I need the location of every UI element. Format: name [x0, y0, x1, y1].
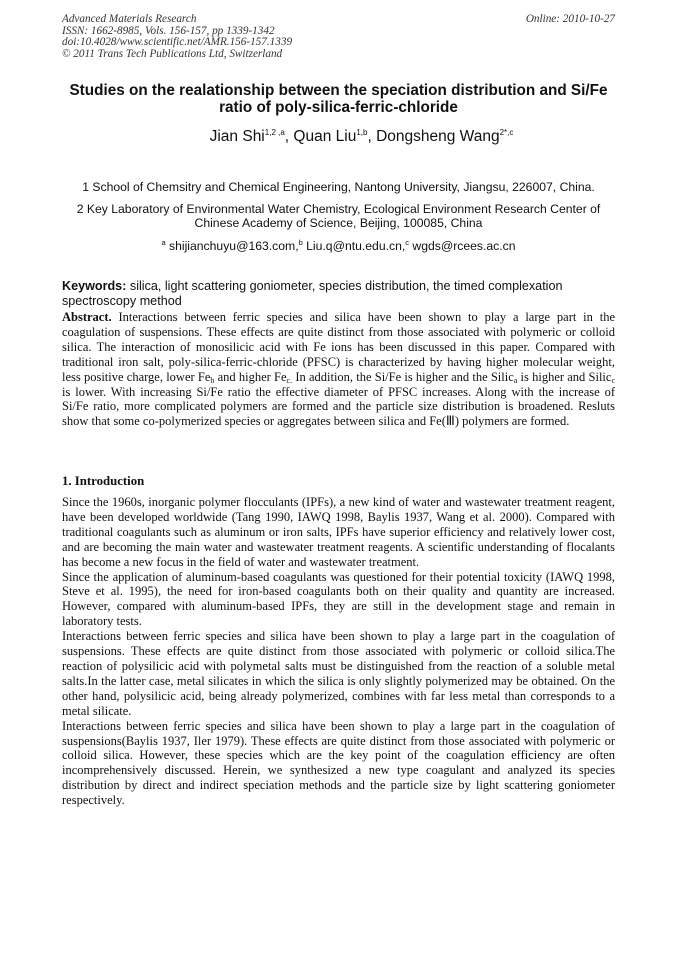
- email-address: Liu.q@ntu.edu.cn,: [306, 239, 406, 253]
- abstract-text: ) polymers are formed.: [454, 414, 570, 429]
- author-affiliation-mark: 2*,c: [499, 128, 514, 137]
- email-address: wgds@rcees.ac.cn: [412, 239, 516, 253]
- affiliation-2-line-1: 2 Key Laboratory of Environmental Water Chemistry, Ecological Environment Research Center of: [76, 202, 601, 216]
- affiliation-2-line-2: Chinese Academy of Science, Beijing, 100085, China: [194, 216, 483, 230]
- author-list: Jian Shi$^{1,2 ,a}$, Quan Liu$^{1,b}$, Dongsheng Wang$^{2*,c}$: [209, 128, 514, 145]
- abstract-text: is lower. With increasing Si/Fe ratio the effective diameter of PFSC increases. Along with the increase of Si/Fe ratio, more complicated polymers are formed and the particle size distribution is broadened. Resluts show that some co-polymerized species or aggregates between silica and Fe(: [62, 384, 615, 429]
- affiliation-1: 1 School of Chemsitry and Chemical Engineering, Nantong University, Jiangsu, 226007, China.: [82, 180, 595, 194]
- paragraph: Since the 1960s, inorganic polymer flocculants (IPFs), a new kind of water and wastewater treatment reagent, have been developed worldwide (Tang 1990, IAWQ 1998, Baylis 1937, Wang et al. 2000). Compared with traditional coagulants such as aluminum or iron salts, IPFs have superior efficiency and relatively lower cost, and are becoming the main water and wastewater treatment reagents. A scientific understanding of flocalants has become a new focus in the field of water and wastewater treatment.: [62, 495, 615, 569]
- keywords-label: Keywords:: [62, 279, 127, 293]
- section-heading-introduction: 1. Introduction: [62, 474, 145, 488]
- abstract-subscript: b: [210, 375, 215, 385]
- email-address: shijianchuyu@163.com,: [169, 239, 299, 253]
- abstract-label: Abstract.: [62, 310, 112, 324]
- affiliation-2: [62, 202, 615, 230]
- abstract: [62, 310, 615, 429]
- email-mark: c: [405, 238, 409, 247]
- author-name: Jian Shi: [209, 128, 265, 145]
- paragraph: Interactions between ferric species and silica have been shown to play a large part in the coagulation of suspensions. These effects are quite distinct from those associated with polymeric or colloid silica.The reaction of polysilicic acid with polymetal salts must be distinguished from the reaction of a soluble metal salts.In the latter case, metal silicates in which the silica is only slightly polymerized may be obtained. On the other hand, polysilicic acid, being already polymerized, combines with far less metal than corresponds to a metal silicate.: [62, 629, 615, 718]
- journal-info: [62, 14, 422, 60]
- abstract-text: Interactions between ferric species and silica have been shown to play a large part in the coagulation of suspensions. These effects are quite distinct from those associated with polymeric or colloid silica. The interaction of monosilicic acid with Fe ions has been discussed in this paper. Compared with traditional iron salt, poly-silica-ferric-chloride (PFSC) is characterized by having higher molecular weight, less positive charge, lower Fe: [62, 310, 616, 384]
- journal-doi: doi:10.4028/www.scientific.net/AMR.156-157.1339: [62, 36, 293, 48]
- roman-numeral: Ⅲ: [445, 413, 455, 429]
- author-affiliation-mark: 1,b: [356, 128, 368, 137]
- author-name: Dongsheng Wang: [376, 128, 500, 145]
- email-mark: a: [161, 238, 166, 247]
- paragraph: Since the application of aluminum-based coagulants was questioned for their potential toxicity (IAWQ 1998, Steve et al. 1995), the need for iron-based coagulants both on their quality and quantity are increased. However, compared with aluminum-based IPFs, they are still in the development stage and remain in laboratory tests.: [62, 569, 615, 629]
- keywords-text: silica, light scattering goniometer, species distribution, the timed complexation spectroscopy method: [62, 279, 563, 308]
- online-date: Online: 2010-10-27: [525, 13, 615, 25]
- journal-name: Advanced Materials Research: [62, 13, 197, 25]
- author-name: Quan Liu: [293, 128, 357, 145]
- paragraph: Interactions between ferric species and silica have been shown to play a large part in the coagulation of suspensions(Baylis 1937, Iler 1979). These effects are quite distinct from those associated with polymeric or colloid silica. However, these species which are the key point of the coagulation efficiency are often incomprehensively discussed. Herein, we synthesized a new type coagulant and analyzed its species distribution by direct and indirect speciation methods and the particle size by light scattering goniometer respectively.: [62, 718, 615, 808]
- keywords: [62, 279, 615, 309]
- journal-issn: ISSN: 1662-8985, Vols. 156-157, pp 1339-1342: [62, 24, 275, 37]
- introduction-body: [62, 495, 615, 808]
- author-affiliation-mark: 1,2 ,a: [264, 128, 285, 137]
- paper-title: Studies on the realationship between the speciation distribution and Si/Fe ratio of poly-silica-ferric-chloride: [69, 82, 608, 116]
- email-list: [62, 236, 615, 253]
- abstract-text: and higher Fe: [214, 369, 287, 384]
- abstract-subscript: c: [611, 375, 616, 385]
- abstract-subscript: a: [513, 375, 518, 385]
- abstract-text: is higher and Silic: [517, 369, 612, 384]
- journal-copyright: © 2011 Trans Tech Publications Ltd, Switzerland: [62, 47, 283, 60]
- abstract-subscript: c.: [286, 375, 293, 385]
- abstract-text: In addition, the Si/Fe is higher and the Silic: [292, 369, 514, 384]
- email-mark: b: [298, 238, 303, 247]
